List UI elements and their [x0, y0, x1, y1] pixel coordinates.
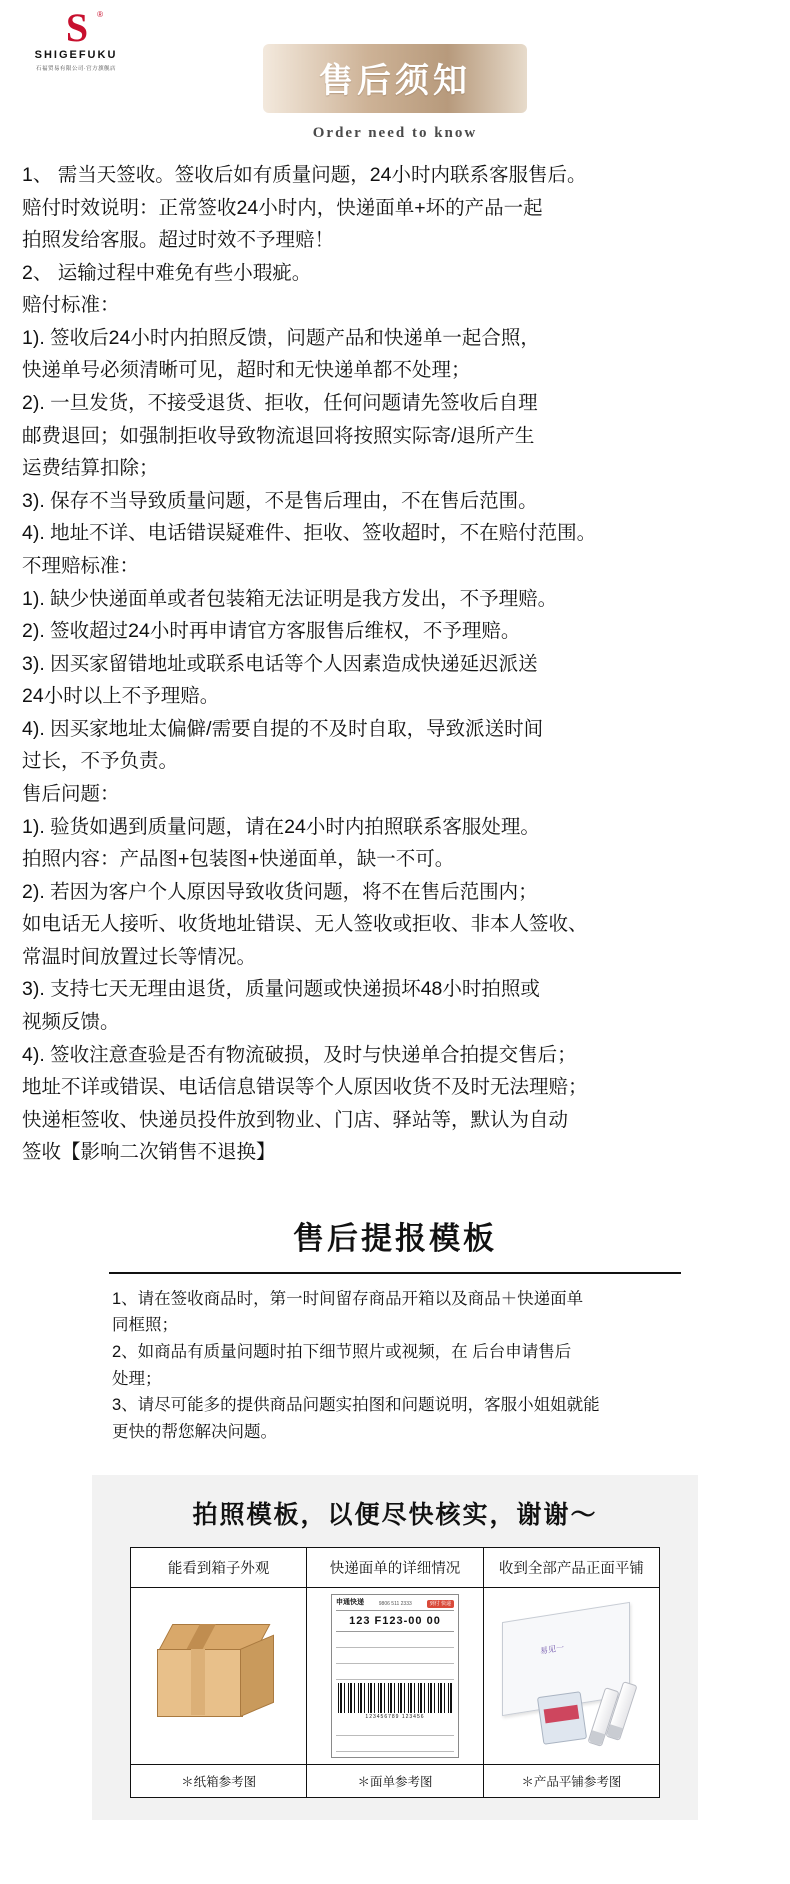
notice-line: 4). 签收注意查验是否有物流破损，及时与快递单合拍提交售后；: [22, 1043, 577, 1066]
title-banner: [263, 44, 527, 113]
column-header-carton: 能看到箱子外观: [131, 1548, 307, 1588]
waybill-barcode-number: 123456789 123456: [365, 1713, 425, 1720]
notice-line: 1). 验货如遇到质量问题，请在24小时内拍照联系客服处理。: [22, 815, 540, 838]
notice-body: [22, 160, 768, 1169]
products-image-cell: [483, 1588, 659, 1765]
notice-line: 24小时以上不予理赔。: [22, 685, 220, 708]
template-section: [0, 1213, 790, 1445]
notice-line: 3). 因买家留错地址或联系电话等个人因素造成快递延迟派送: [22, 652, 538, 675]
notice-line: 1). 签收后24小时内拍照反馈，问题产品和快递单一起合照，: [22, 326, 540, 349]
notice-line: 运费结算扣除；: [22, 457, 159, 480]
template-instruction-line: 2、如商品有质量问题时拍下细节照片或视频，在 后台申请售后: [112, 1343, 572, 1362]
notice-line: 如电话无人接听、收货地址错误、无人签收或拒收、非本人签收、: [22, 913, 588, 936]
divider: [109, 1272, 681, 1274]
notice-line: 4). 地址不详、电话错误疑难件、拒收、签收超时，不在赔付范围。: [22, 522, 597, 545]
column-header-waybill: 快递面单的详细情况: [307, 1548, 483, 1588]
brand-logo: [16, 5, 136, 72]
table-header-row: [131, 1548, 660, 1588]
notice-line: 2). 签收超过24小时再申请官方客服售后维权，不予理赔。: [22, 620, 521, 643]
template-instruction-line: 1、请在签收商品时，第一时间留存商品开箱以及商品＋快递面单: [112, 1289, 584, 1308]
caption-carton: ＊纸箱参考图: [131, 1765, 307, 1798]
notice-line: 签收【影响二次销售不退换】: [22, 1141, 276, 1164]
notice-line: 快递柜签收、快递员投件放到物业、门店、驿站等，默认为自动: [22, 1108, 569, 1131]
waybill-code: 9806 511 2333: [378, 1600, 412, 1607]
flat-lay-logo-text: 易见一: [540, 1643, 565, 1657]
notice-line: 视频反馈。: [22, 1011, 120, 1034]
photo-template-card: [92, 1475, 698, 1820]
template-instruction-line: 更快的帮您解决问题。: [112, 1422, 277, 1441]
notice-line: 快递单号必须清晰可见，超时和无快递单都不处理；: [22, 359, 471, 382]
logo-brand-name: SHIGEFUKU: [34, 49, 118, 61]
notice-line: 2). 若因为客户个人原因导致收货问题，将不在售后范围内；: [22, 880, 538, 903]
waybill-badge: 到付 快递: [427, 1600, 454, 1608]
notice-line: 拍照发给客服。超过时效不予理赔！: [22, 229, 335, 252]
page-title: 售后须知: [319, 63, 471, 100]
template-instruction-line: 处理；: [112, 1369, 162, 1388]
notice-line: 赔付时效说明：正常签收24小时内，快递面单+坏的产品一起: [22, 196, 543, 219]
caption-products: ＊产品平铺参考图: [483, 1765, 659, 1798]
template-instructions: [112, 1287, 706, 1445]
column-header-products: 收到全部产品正面平铺: [483, 1548, 659, 1588]
notice-line: 不理赔标准：: [22, 554, 140, 577]
photo-template-table: [130, 1547, 660, 1798]
logo-letter: S: [65, 5, 87, 50]
notice-line: 常温时间放置过长等情况。: [22, 945, 257, 968]
logo-mark-icon: [53, 5, 103, 50]
template-section-title: 售后提报模板: [293, 1220, 497, 1256]
notice-line: 1). 缺少快递面单或者包装箱无法证明是我方发出，不予理赔。: [22, 587, 558, 610]
notice-line: 3). 支持七天无理由退货，质量问题或快递损坏48小时拍照或: [22, 978, 540, 1001]
flat-lay-products-icon: [496, 1596, 646, 1756]
registered-trademark-icon: ®: [97, 10, 103, 19]
notice-line: 2). 一旦发货，不接受退货、拒收，任何问题请先签收后自理: [22, 392, 538, 415]
notice-line: 3). 保存不当导致质量问题，不是售后理由，不在售后范围。: [22, 489, 538, 512]
notice-line: 拍照内容：产品图+包装图+快递面单，缺一不可。: [22, 848, 455, 871]
template-instruction-line: 3、请尽可能多的提供商品问题实拍图和问题说明，客服小姐姐就能: [112, 1396, 600, 1415]
notice-line: 2、 运输过程中难免有些小瑕疵。: [22, 261, 312, 284]
logo-brand-sub: 石福贸易有限公司·官方旗舰店: [35, 66, 117, 72]
page-subtitle: Order need to know: [312, 125, 478, 141]
notice-line: 过长，不予负责。: [22, 750, 179, 773]
carton-box-icon: [157, 1624, 281, 1728]
barcode-icon: [338, 1683, 452, 1713]
template-instruction-line: 同框照；: [112, 1316, 178, 1335]
notice-line: 售后问题：: [22, 782, 120, 805]
table-caption-row: [131, 1765, 660, 1798]
waybill-company: 申通快递: [335, 1599, 364, 1607]
caption-waybill: ＊面单参考图: [307, 1765, 483, 1798]
notice-line: 地址不详或错误、电话信息错误等个人原因收货不及时无法理赔；: [22, 1076, 588, 1099]
waybill-tracking-display: 123 F123-00 00: [336, 1611, 454, 1632]
notice-line: 邮费退回；如强制拒收导致物流退回将按照实际寄/退所产生: [22, 424, 535, 447]
waybill-image-cell: [307, 1588, 483, 1765]
table-image-row: [131, 1588, 660, 1765]
waybill-label-icon: [331, 1594, 459, 1758]
notice-line: 赔付标准：: [22, 294, 120, 317]
photo-template-title: 拍照模板，以便尽快核实，谢谢～: [192, 1502, 598, 1530]
carton-image-cell: [131, 1588, 307, 1765]
notice-line: 4). 因买家地址太偏僻/需要自提的不及时自取，导致派送时间: [22, 717, 544, 740]
notice-line: 1、 需当天签收。签收后如有质量问题，24小时内联系客服售后。: [22, 164, 587, 186]
